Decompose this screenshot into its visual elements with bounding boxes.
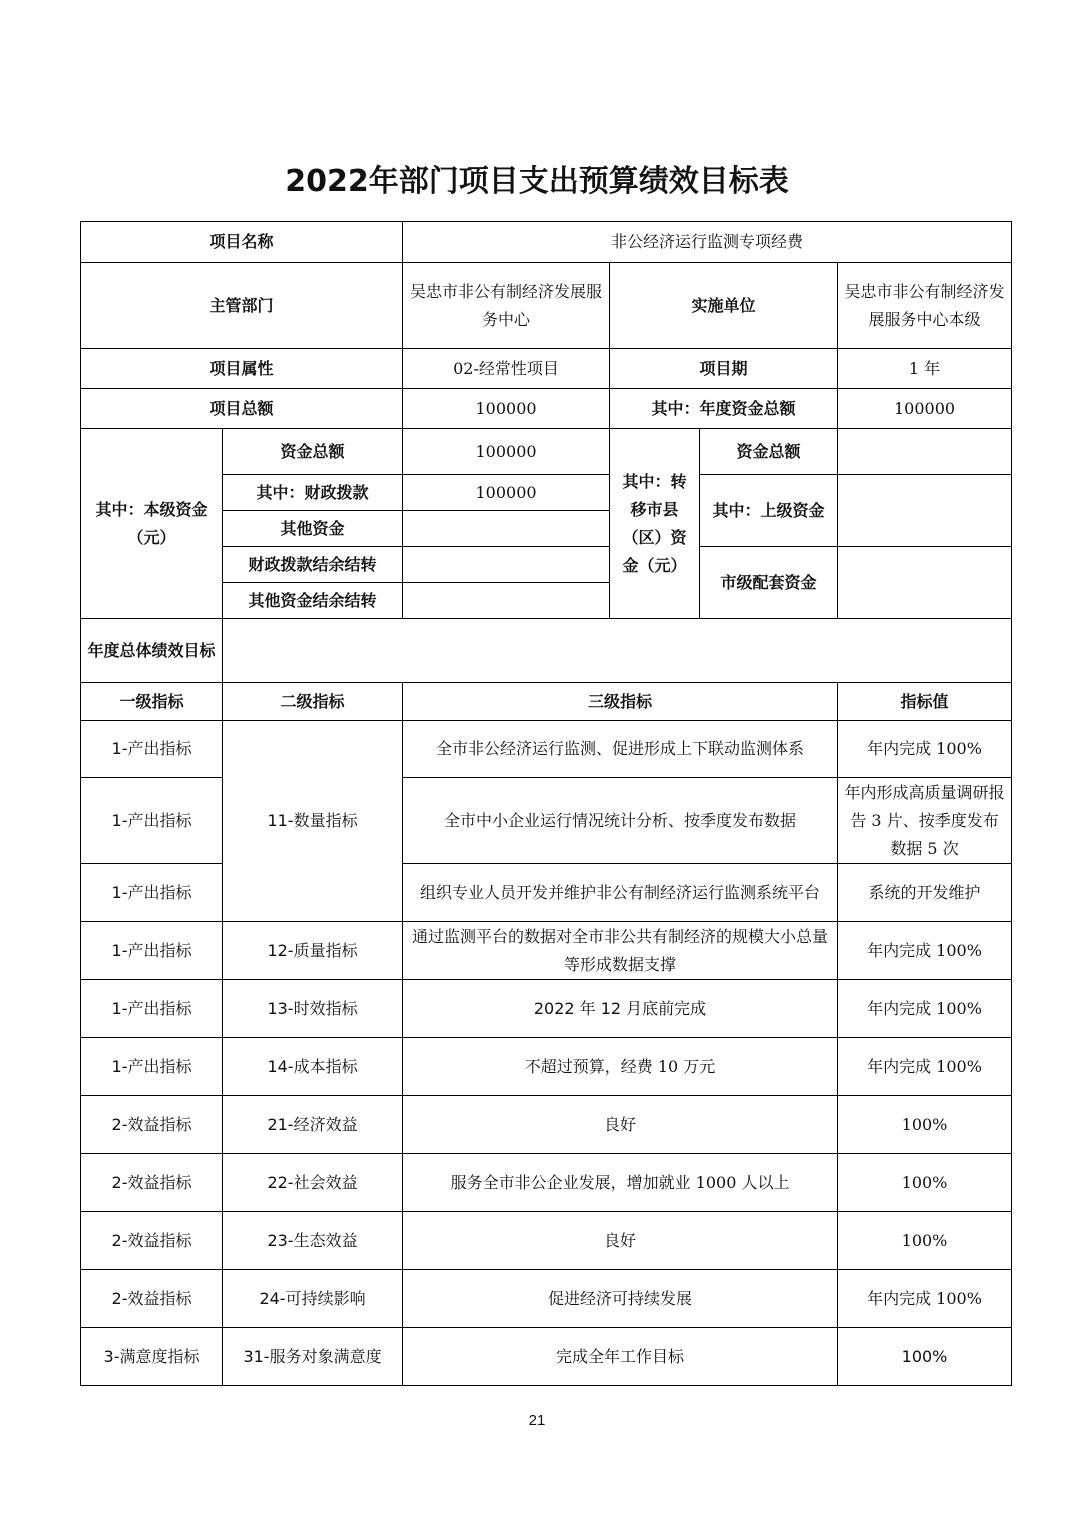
level2-cell: 24-可持续影响 [223,1270,403,1328]
level1-cell: 1-产出指标 [81,778,223,864]
level3-cell: 全市非公经济运行监测、促进形成上下联动监测体系 [403,721,838,778]
local-fund-label: 其他资金 [223,511,403,547]
local-fund-value: 100000 [403,475,610,511]
table-row [81,1096,1012,1154]
local-fund-value [403,547,610,583]
level1-cell: 1-产出指标 [81,922,223,980]
local-fund-label: 其他资金结余结转 [223,583,403,619]
transfer-funds-label: 其中：转移市县（区）资金（元） [610,429,700,619]
dept-value: 吴忠市非公有制经济发展服务中心 [403,263,610,349]
table-row [81,1154,1012,1212]
performance-target-table [80,221,1012,1386]
value-cell: 100% [838,1154,1012,1212]
local-fund-label: 财政拨款结余结转 [223,547,403,583]
annual-value: 100000 [838,389,1012,429]
local-funds-label: 其中：本级资金（元） [81,429,223,619]
level2-cell: 31-服务对象满意度 [223,1328,403,1386]
level1-cell: 2-效益指标 [81,1212,223,1270]
level1-cell: 2-效益指标 [81,1154,223,1212]
level3-cell: 组织专业人员开发并维护非公有制经济运行监测系统平台 [403,864,838,922]
level2-cell: 12-质量指标 [223,922,403,980]
value-cell: 100% [838,1212,1012,1270]
table-row [81,1328,1012,1386]
table-row [81,922,1012,980]
level3-cell: 服务全市非公企业发展，增加就业 1000 人以上 [403,1154,838,1212]
transfer-fund-value [838,475,1012,547]
level2-cell: 23-生态效益 [223,1212,403,1270]
table-row [81,778,1012,864]
value-cell: 年内形成高质量调研报告 3 片、按季度发布数据 5 次 [838,778,1012,864]
period-label: 项目期 [610,349,838,389]
level3-cell: 良好 [403,1212,838,1270]
level1-cell: 1-产出指标 [81,721,223,778]
level1-cell: 1-产出指标 [81,1038,223,1096]
value-cell: 100% [838,1328,1012,1386]
level3-header: 三级指标 [403,683,838,721]
local-fund-value [403,583,610,619]
annual-goal-value [223,619,1012,683]
level3-cell: 不超过预算，经费 10 万元 [403,1038,838,1096]
value-cell: 年内完成 100% [838,1038,1012,1096]
transfer-fund-label: 资金总额 [700,429,838,475]
value-cell: 年内完成 100% [838,980,1012,1038]
value-cell: 系统的开发维护 [838,864,1012,922]
local-fund-value [403,511,610,547]
table-row [81,1270,1012,1328]
impl-value: 吴忠市非公有制经济发展服务中心本级 [838,263,1012,349]
total-label: 项目总额 [81,389,403,429]
transfer-fund-value [838,547,1012,619]
value-cell: 100% [838,1096,1012,1154]
level2-cell: 11-数量指标 [223,721,403,922]
level1-cell: 3-满意度指标 [81,1328,223,1386]
page-number: 21 [528,1412,546,1429]
table-row [81,864,1012,922]
level3-cell: 全市中小企业运行情况统计分析、按季度发布数据 [403,778,838,864]
level3-cell: 良好 [403,1096,838,1154]
local-fund-label: 资金总额 [223,429,403,475]
impl-label: 实施单位 [610,263,838,349]
annual-goal-label: 年度总体绩效目标 [81,619,223,683]
page-title: 2022年部门项目支出预算绩效目标表 [285,164,789,199]
level3-cell: 完成全年工作目标 [403,1328,838,1386]
value-header: 指标值 [838,683,1012,721]
table-row [81,1212,1012,1270]
transfer-fund-label: 其中：上级资金 [700,475,838,547]
level2-cell: 21-经济效益 [223,1096,403,1154]
level3-cell: 通过监测平台的数据对全市非公共有制经济的规模大小总量等形成数据支撑 [403,922,838,980]
level1-cell: 2-效益指标 [81,1270,223,1328]
level3-cell: 促进经济可持续发展 [403,1270,838,1328]
value-cell: 年内完成 100% [838,721,1012,778]
level2-cell: 13-时效指标 [223,980,403,1038]
period-value: 1 年 [838,349,1012,389]
level1-cell: 2-效益指标 [81,1096,223,1154]
attr-label: 项目属性 [81,349,403,389]
project-name-value: 非公经济运行监测专项经费 [403,222,1012,263]
level1-cell: 1-产出指标 [81,980,223,1038]
level2-cell: 22-社会效益 [223,1154,403,1212]
project-name-label: 项目名称 [81,222,403,263]
transfer-fund-value [838,429,1012,475]
level2-cell: 14-成本指标 [223,1038,403,1096]
table-row [81,980,1012,1038]
value-cell: 年内完成 100% [838,1270,1012,1328]
level1-cell: 1-产出指标 [81,864,223,922]
total-value: 100000 [403,389,610,429]
annual-label: 其中：年度资金总额 [610,389,838,429]
level1-header: 一级指标 [81,683,223,721]
dept-label: 主管部门 [81,263,403,349]
table-row [81,1038,1012,1096]
transfer-fund-label: 市级配套资金 [700,547,838,619]
local-fund-label: 其中：财政拨款 [223,475,403,511]
local-fund-value: 100000 [403,429,610,475]
level2-header: 二级指标 [223,683,403,721]
level3-cell: 2022 年 12 月底前完成 [403,980,838,1038]
attr-value: 02-经常性项目 [403,349,610,389]
table-row [81,721,1012,778]
value-cell: 年内完成 100% [838,922,1012,980]
